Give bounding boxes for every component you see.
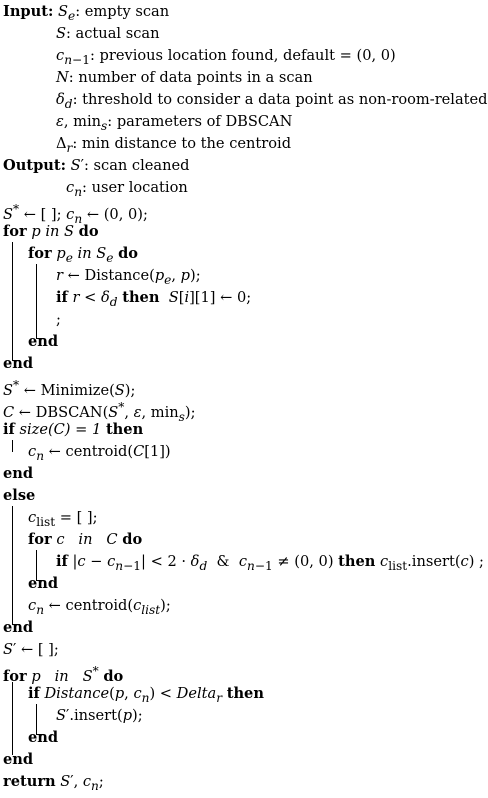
- code-line: S* ← Minimize(S);: [3, 378, 136, 399]
- block-guide: [36, 550, 37, 580]
- block-guide: [36, 264, 37, 338]
- input-item-line: $\delta_d$: threshold to consider a data point as non-room-related: [56, 91, 488, 111]
- code-line: C ← DBSCAN(S*, ε, $\min_s$);: [3, 400, 196, 424]
- code-line: end: [28, 729, 59, 746]
- code-line: for c in C do: [28, 531, 143, 548]
- code-line: S* ← [ ]; $c_n$ ← (0, 0);: [3, 202, 148, 226]
- code-line: $c_{list}$ = [ ];: [28, 509, 98, 529]
- block-guide-end: [36, 734, 44, 735]
- output-label-line: Output: S′: scan cleaned: [3, 157, 190, 174]
- code-line: $c_n$ ← $centroid(c_{list})$;: [28, 597, 171, 617]
- code-line: S′ ← [ ];: [3, 641, 59, 658]
- code-line: for p in S* do: [3, 664, 124, 685]
- block-guide: [12, 506, 13, 624]
- input-label-line: Input: $S_e$: empty scan: [3, 3, 170, 23]
- input-item-line: S: actual scan: [56, 25, 160, 42]
- code-line: return S′, $c_n$;: [3, 773, 104, 793]
- code-line: end: [3, 355, 34, 372]
- block-guide-end: [12, 624, 20, 625]
- block-guide-end: [12, 360, 20, 361]
- code-line: end: [28, 575, 59, 592]
- input-item-line: ε, $\min_s$: parameters of DBSCAN: [56, 113, 293, 133]
- block-guide-end: [36, 338, 44, 339]
- code-line: end: [3, 465, 34, 482]
- input-item-line: $\Delta_r$: min distance to the centroid: [56, 135, 292, 155]
- code-line: if size(C) = 1 then: [3, 421, 144, 438]
- code-line: r ← $Distance(p_e$, p);: [56, 267, 201, 287]
- block-guide: [36, 704, 37, 734]
- block-guide-end: [36, 580, 44, 581]
- code-line: if $|c - c_{n-1}| < 2 \cdot \delta_d$ & $c_{n-1} \ne (0$, 0) then $c_{list}.insert(c)$ ;: [56, 553, 484, 573]
- code-line: for $p_e$ in $S_e$ do: [28, 245, 139, 265]
- code-line: if Distance(p, $c_n$) < Delta$_r$ then: [28, 685, 264, 705]
- code-line: else: [3, 487, 36, 504]
- code-line: ;: [56, 311, 61, 328]
- code-line: end: [3, 619, 34, 636]
- block-guide: [12, 440, 13, 452]
- code-line: for p in S do: [3, 223, 99, 240]
- code-line: S′.insert(p);: [56, 707, 143, 724]
- block-guide: [12, 242, 13, 360]
- code-line: $c_n$ ← centroid(C[1]): [28, 443, 171, 463]
- code-line: if $r < \delta_d$ then S[i][1] ← 0;: [56, 289, 252, 309]
- input-item-line: $c_{n-1}$: previous location found, default = (0, 0): [56, 47, 396, 67]
- algorithm-block: [3, 0, 488, 793]
- output-item-line: $c_n$: user location: [66, 179, 188, 199]
- code-line: end: [3, 751, 34, 768]
- block-guide: [12, 682, 13, 755]
- input-item-line: N: number of data points in a scan: [56, 69, 313, 86]
- code-line: end: [28, 333, 59, 350]
